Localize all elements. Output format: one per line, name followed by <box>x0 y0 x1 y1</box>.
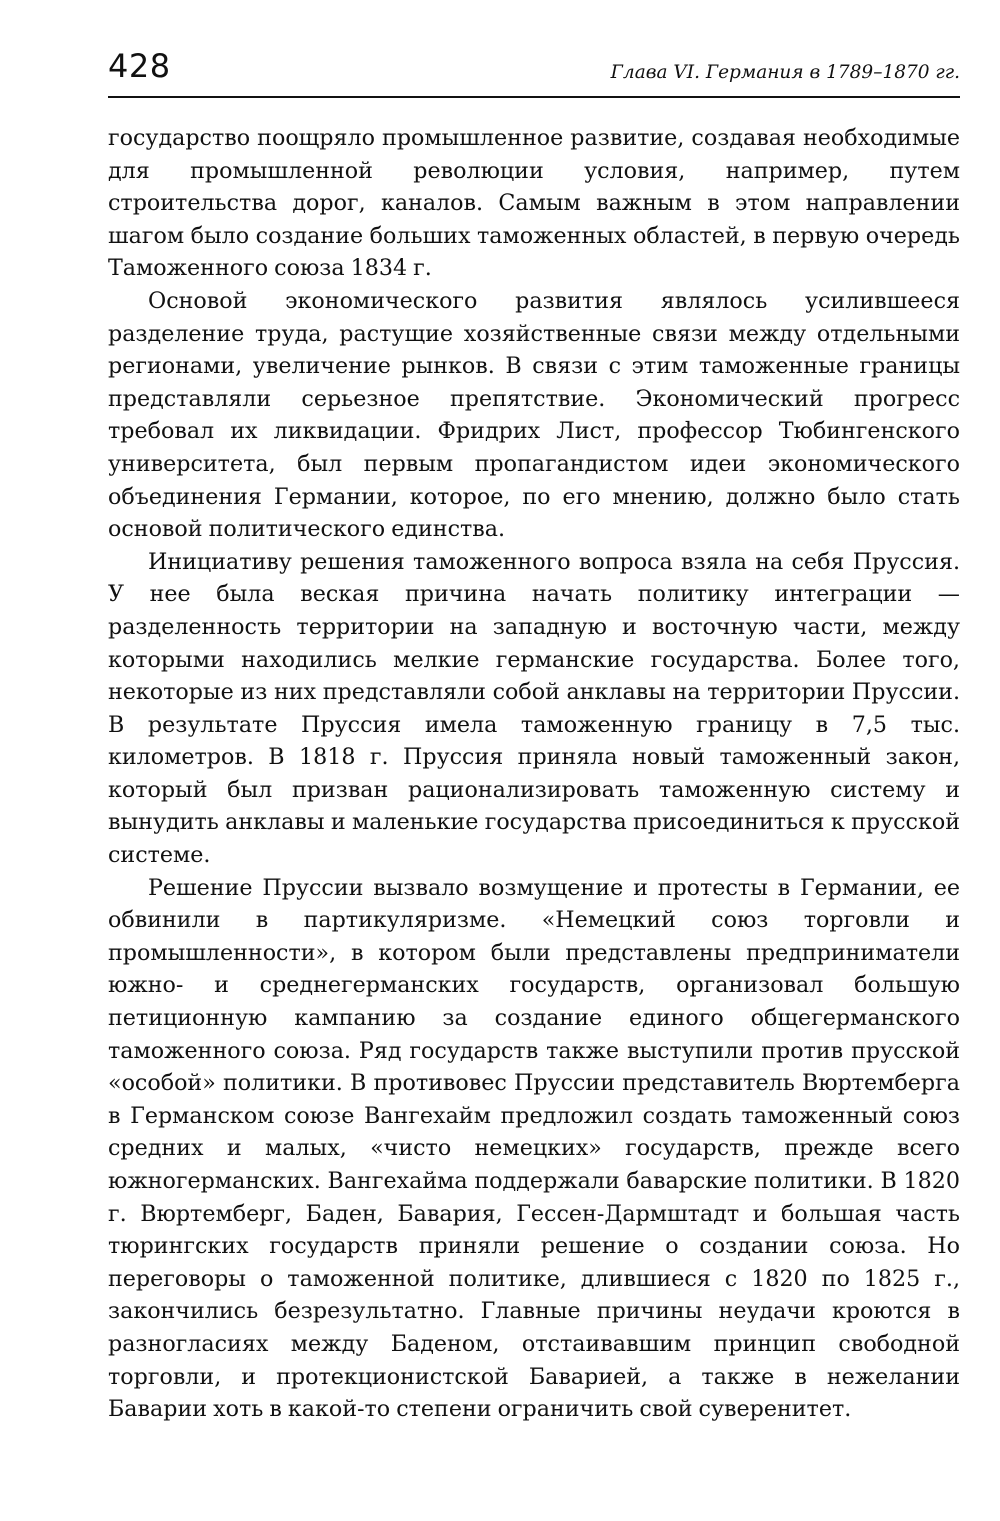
paragraph: Решение Пруссии вызвало возмущение и протесты в Германии, ее обвинили в партикуляризме. «Немецкий союз торговли и промышленности», в котором были представлены предприниматели южно- и среднегерманских государств, организовал большую петиционную кампанию за создание единого общегерманского таможенного союза. Ряд государств также выступили против прусской «особой» политики. В противовес Пруссии представитель Вюртемберга в Германском союзе Вангехайм предложил создать таможенный союз средних и малых, «чисто немецких» государств, прежде всего южногерманских. Вангехайма поддержали баварские политики. В 1820 г. Вюртемберг, Баден, Бавария, Гессен-Дармштадт и большая часть тюрингских государств приняли решение о создании союза. Но переговоры о таможенной политике, длившиеся с 1820 по 1825 г., закончились безрезультатно. Главные причины неудачи кроются в разногласиях между Баденом, отстаивавшим принцип свободной торговли, и протекционистской Баварией, а также в нежелании Баварии хоть в какой-то степени ограничить свой суверенитет. <box>108 874 960 1423</box>
paragraph: Основой экономического развития являлось усилившееся разделение труда, растущие хозяйственные связи между отдельными регионами, увеличение рынков. В связи с этим таможенные границы представляли серьезное препятствие. Экономический прогресс требовал их ликвидации. Фридрих Лист, профессор Тюбингенского университета, был первым пропагандистом идеи экономического объединения Германии, которое, по его мнению, должно было стать основой политического единства. <box>108 287 960 543</box>
running-title: Глава VI. Германия в 1789–1870 гг. <box>610 62 960 83</box>
page-header <box>108 44 960 98</box>
paragraph: Инициативу решения таможенного вопроса взяла на себя Пруссия. У нее была веская причина начать политику интеграции — разделенность территории на западную и восточную части, между которыми находились мелкие германские государства. Более того, некоторые из них представляли собой анклавы на территории Пруссии. В результате Пруссия имела таможенную границу в 7,5 тыс. километров. В 1818 г. Пруссия приняла новый таможенный закон, который был призван рационализировать таможенную систему и вынудить анклавы и маленькие государства присоединиться к прусской системе. <box>108 548 960 869</box>
page-number: 428 <box>108 47 171 85</box>
paragraph: государство поощряло промышленное развитие, создавая необходимые для промышленной революции условия, например, путем строительства дорог, каналов. Самым важным в этом направлении шагом было создание больших таможенных областей, в первую очередь Таможенного союза 1834 г. <box>108 125 960 282</box>
body-text <box>108 122 960 1426</box>
